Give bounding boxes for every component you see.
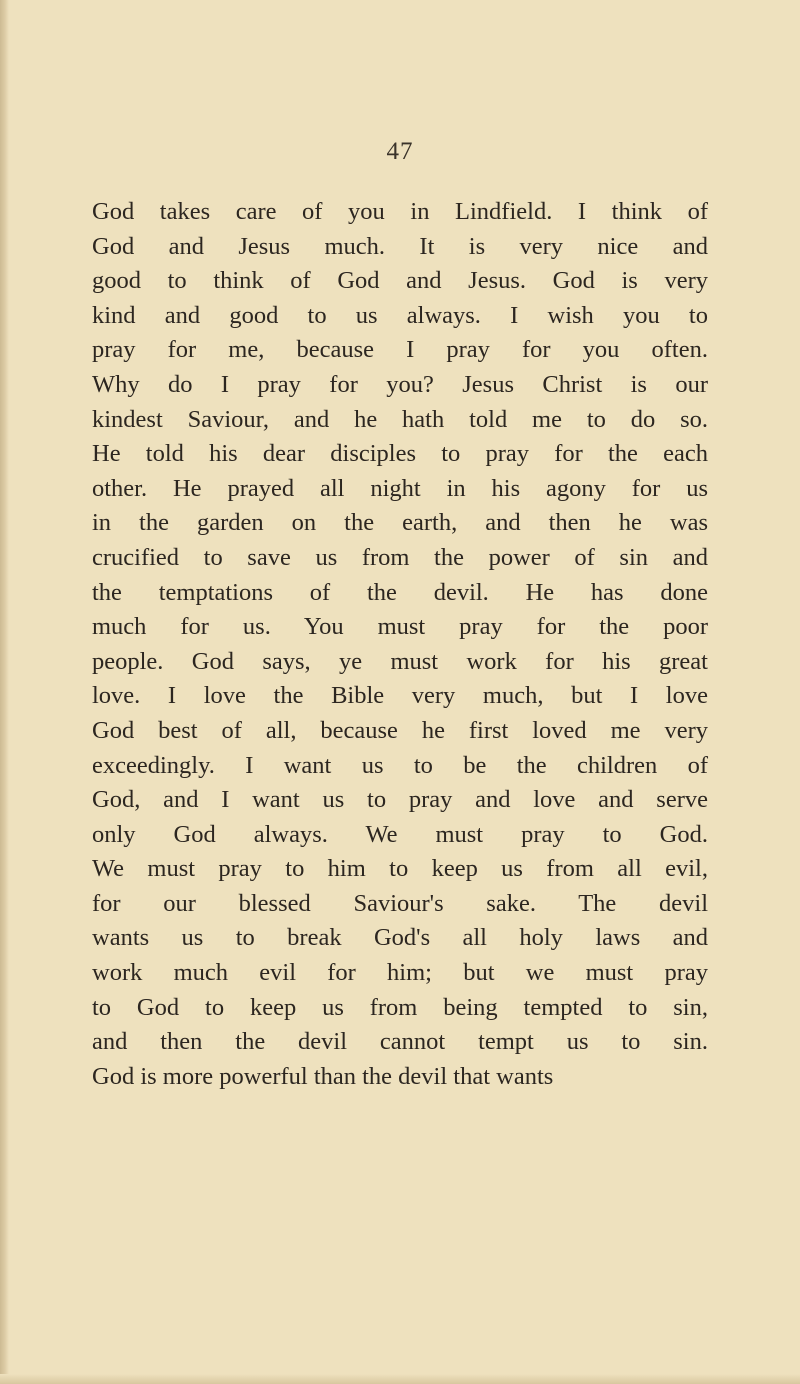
text-line: for our blessed Saviour's sake. The devil xyxy=(92,889,708,917)
text-line: much for us. You must pray for the poor xyxy=(92,613,708,641)
text-line: wants us to break God's all holy laws and xyxy=(92,924,708,952)
text-line: God, and I want us to pray and love and serve xyxy=(92,786,708,814)
page-bottom-edge xyxy=(0,1374,800,1384)
text-line: crucified to save us from the power of sin and xyxy=(92,543,708,571)
text-line: kindest Saviour, and he hath told me to do so. xyxy=(92,405,708,433)
text-line: exceedingly. I want us to be the children of xyxy=(92,751,708,779)
text-line: other. He prayed all night in his agony for us xyxy=(92,474,708,502)
page-number: 47 xyxy=(386,138,414,165)
text-line: in the garden on the earth, and then he was xyxy=(92,509,708,537)
text-line: We must pray to him to keep us from all evil, xyxy=(92,855,708,883)
text-line: the temptations of the devil. He has done xyxy=(92,578,708,606)
body-text xyxy=(92,195,708,1094)
text-line: God is more powerful than the devil that wants xyxy=(92,1062,554,1090)
text-line: good to think of God and Jesus. God is very xyxy=(92,267,708,295)
text-line: love. I love the Bible very much, but I love xyxy=(92,682,708,710)
text-line: Why do I pray for you? Jesus Christ is our xyxy=(92,370,708,398)
text-line: God and Jesus much. It is very nice and xyxy=(92,232,708,260)
text-line: only God always. We must pray to God. xyxy=(92,820,708,848)
text-line: and then the devil cannot tempt us to sin. xyxy=(92,1028,708,1056)
text-line: He told his dear disciples to pray for the each xyxy=(92,440,708,468)
page-binding-edge xyxy=(0,0,9,1384)
text-line: to God to keep us from being tempted to sin, xyxy=(92,993,708,1021)
text-line: pray for me, because I pray for you often. xyxy=(92,336,708,364)
text-line: God best of all, because he first loved me very xyxy=(92,716,708,744)
text-line: God takes care of you in Lindfield. I think of xyxy=(92,198,708,225)
text-line: kind and good to us always. I wish you to xyxy=(92,301,708,329)
text-line: work much evil for him; but we must pray xyxy=(92,959,708,987)
text-line: people. God says, ye must work for his great xyxy=(92,647,708,675)
